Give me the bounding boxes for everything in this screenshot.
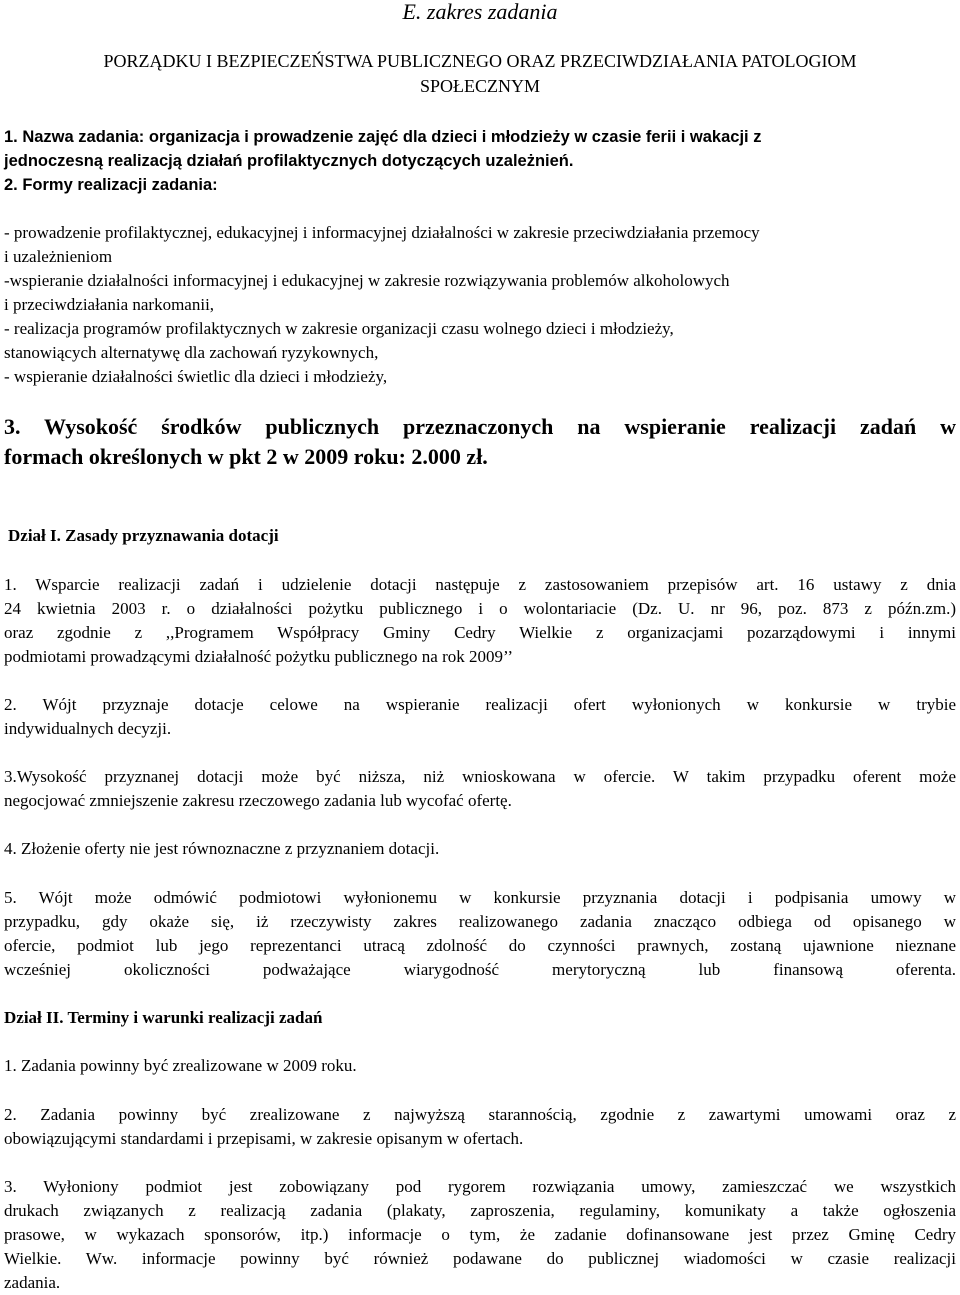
forms-line: - prowadzenie profilaktycznej, edukacyjnej i informacyjnej działalności w zakresie przeciwdziałania przemocy <box>4 223 760 242</box>
dzial-2-p2-line: obowiązującymi standardami i przepisami, w zakresie opisanym w ofertach. <box>4 1129 524 1148</box>
heading-line-2: SPOŁECZNYM <box>419 76 540 96</box>
heading-line-1: PORZĄDKU I BEZPIECZEŃSTWA PUBLICZNEGO ORAZ PRZECIWDZIAŁANIA PATOLOGIOM <box>103 51 857 71</box>
dzial-1-p4-line: 4. Złożenie oferty nie jest równoznaczne z przyznaniem dotacji. <box>4 839 440 858</box>
dzial-1-p1-line: oraz zgodnie z ,,Programem Współpracy Gminy Cedry Wielkie z organizacjami pozarządowymi i innymi <box>4 623 956 642</box>
task-name-line-2: jednoczesną realizacją działań profilaktycznych dotyczących uzależnień. <box>4 152 574 170</box>
funds-line-2: formach określonych w pkt 2 w 2009 roku: 2.000 zł. <box>4 444 488 469</box>
dzial-1-heading: Dział I. Zasady przyznawania dotacji <box>8 526 279 545</box>
funds-line-1: 3. Wysokość środków publicznych przeznaczonych na wspieranie realizacji zadań w <box>4 414 956 439</box>
forms-line: i uzależnieniom <box>4 247 113 266</box>
forms-line: - realizacja programów profilaktycznych w zakresie organizacji czasu wolnego dzieci i młodzieży, <box>4 319 674 338</box>
forms-line: stanowiących alternatywę dla zachowań ryzykownych, <box>4 343 379 362</box>
dzial-1-p2-line: indywidualnych decyzji. <box>4 719 172 738</box>
dzial-2-p3-line: prasowe, w wykazach sponsorów, itp.) informacje o tym, że zadanie dofinansowane jest przez Gminę Cedry <box>4 1225 956 1244</box>
dzial-2-p1-line: 1. Zadania powinny być zrealizowane w 2009 roku. <box>4 1056 357 1075</box>
dzial-2-p3-line: Wielkie. Ww. informacje powinny być również podawane do publicznej wiadomości w czasie realizacji <box>4 1249 956 1268</box>
forms-line: - wspieranie działalności świetlic dla dzieci i młodzieży, <box>4 367 388 386</box>
dzial-2-p2-line: 2. Zadania powinny być zrealizowane z najwyższą starannością, zgodnie z zawartymi umowami oraz z <box>4 1105 956 1124</box>
section-title: E. zakres zadania <box>402 0 558 24</box>
dzial-1-p1-line: 24 kwietnia 2003 r. o działalności pożytku publicznego i o wolontariacie (Dz. U. nr 96, poz. 873 z późn.zm.) <box>4 599 956 618</box>
dzial-1-p5-line: przypadku, gdy okaże się, iż rzeczywisty zakres realizowanego zadania znacząco odbiega od opisanego w <box>4 912 956 931</box>
dzial-1-p3-line: negocjować zmniejszenie zakresu rzeczowego zadania lub wycofać ofertę. <box>4 791 512 810</box>
dzial-1-p5-line: 5. Wójt może odmówić podmiotowi wyłonionemu w konkursie przyznania dotacji i podpisania umowy w <box>4 888 956 907</box>
dzial-2-heading: Dział II. Terminy i warunki realizacji zadań <box>4 1008 323 1027</box>
dzial-1-p5-line: ofercie, podmiot lub jego reprezentanci utracą zdolność do czynności prawnych, zostaną ujawnione nieznane <box>4 936 956 955</box>
dzial-1-p1-line: 1. Wsparcie realizacji zadań i udzielenie dotacji następuje z zastosowaniem przepisów art. 16 ustawy z dnia <box>4 575 956 594</box>
forms-line: i przeciwdziałania narkomanii, <box>4 295 215 314</box>
forms-line: -wspieranie działalności informacyjnej i edukacyjnej w zakresie rozwiązywania problemów alkoholowych <box>4 271 730 290</box>
dzial-1-p2-line: 2. Wójt przyznaje dotacje celowe na wspieranie realizacji ofert wyłonionych w konkursie w trybie <box>4 695 956 714</box>
dzial-2-p3-line: drukach związanych z realizacją zadania (plakaty, zaproszenia, regulaminy, komunikaty a także ogłoszenia <box>4 1201 956 1220</box>
task-name-line-1: 1. Nazwa zadania: organizacja i prowadzenie zajęć dla dzieci i młodzieży w czasie ferii i wakacji z <box>4 128 762 146</box>
forms-heading: 2. Formy realizacji zadania: <box>4 176 218 194</box>
dzial-1-p5-line: wcześniej okoliczności podważające wiarygodność merytoryczną lub finansową oferenta. <box>4 960 956 979</box>
dzial-1-p3-line: 3.Wysokość przyznanej dotacji może być niższa, niż wnioskowana w ofercie. W takim przypadku oferent może <box>4 767 956 786</box>
dzial-2-p3-line: 3. Wyłoniony podmiot jest zobowiązany pod rygorem rozwiązania umowy, zamieszczać we wszystkich <box>4 1177 956 1196</box>
dzial-2-p3-line: zadania. <box>4 1273 61 1292</box>
dzial-1-p1-line: podmiotami prowadzącymi działalność pożytku publicznego na rok 2009’’ <box>4 647 514 666</box>
